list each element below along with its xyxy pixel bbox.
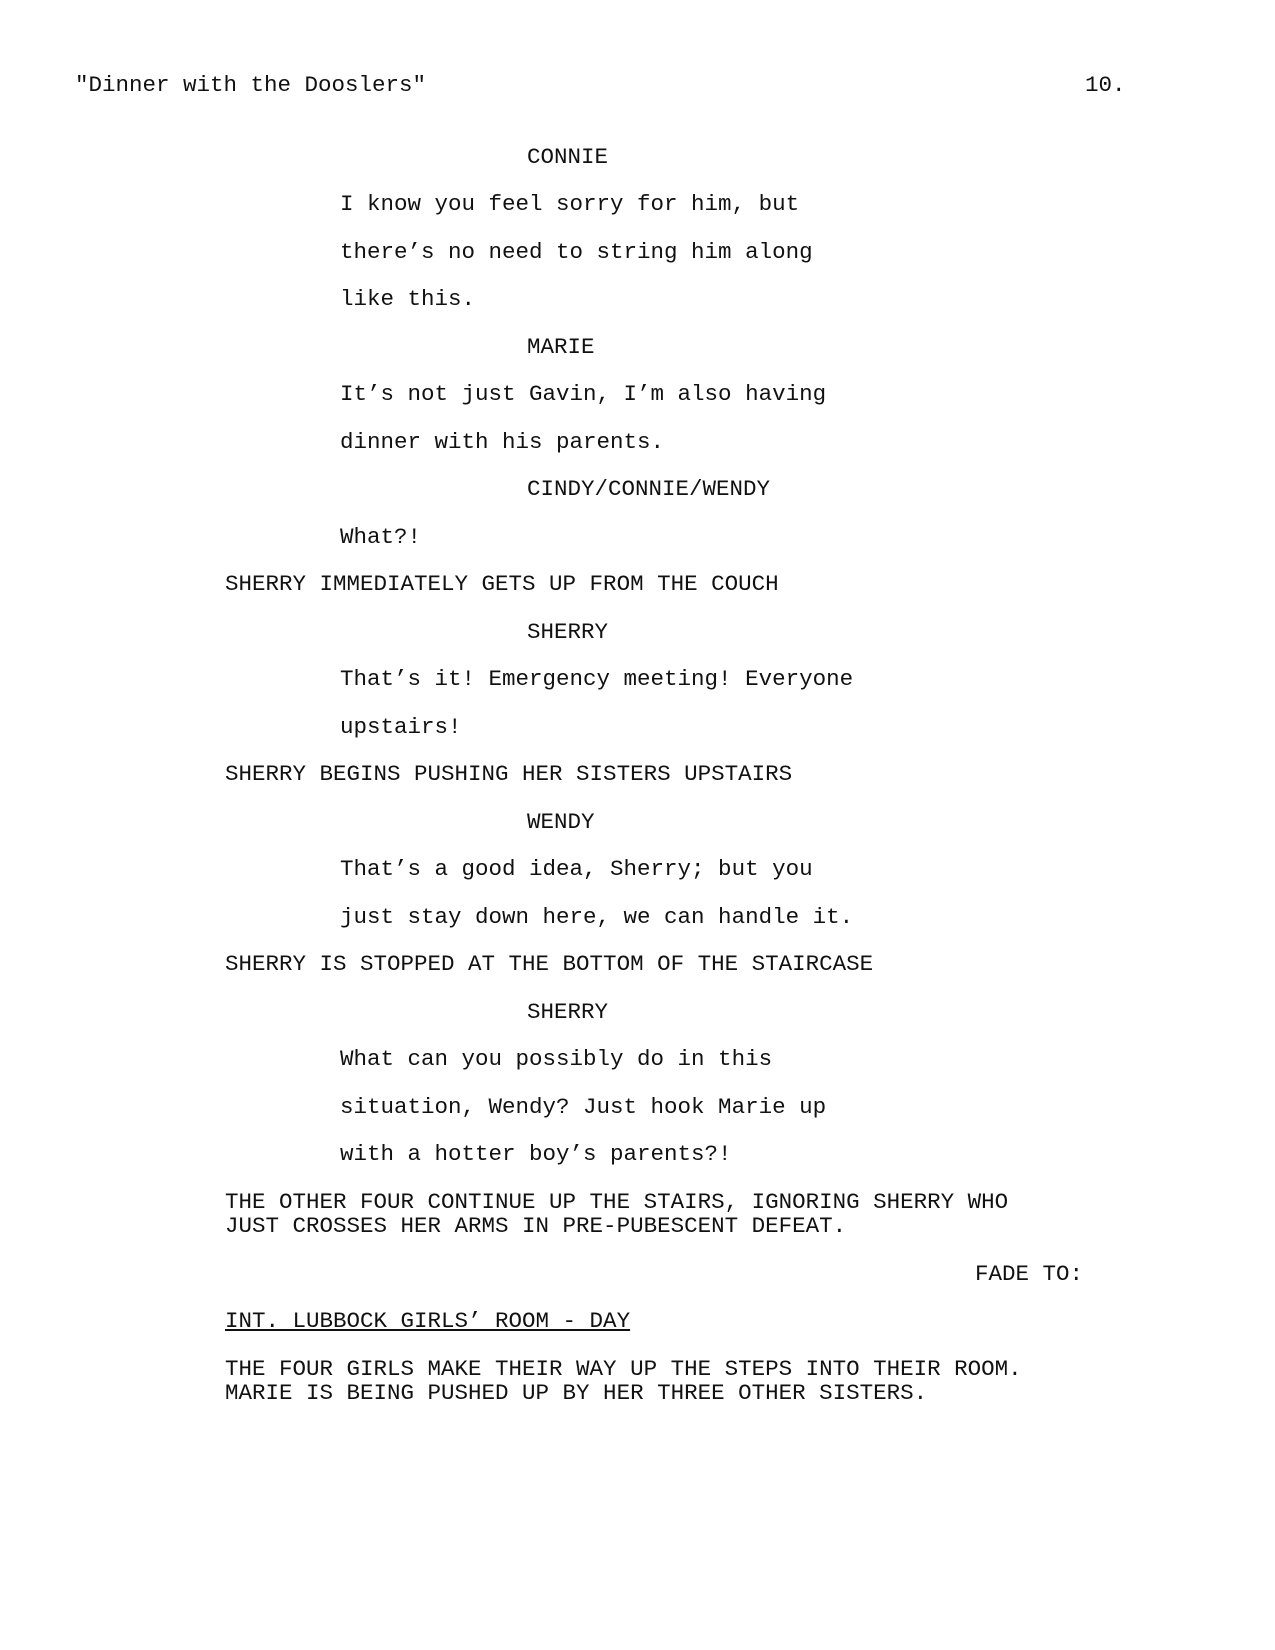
dialogue-line: That’s a good idea, Sherry; but you [340, 856, 813, 882]
action-line: SHERRY IMMEDIATELY GETS UP FROM THE COUCH [225, 571, 779, 597]
action-line: THE OTHER FOUR CONTINUE UP THE STAIRS, IGNORING SHERRY WHO [225, 1189, 1009, 1215]
dialogue-line: there’s no need to string him along [340, 239, 813, 265]
dialogue-line: What can you possibly do in this [340, 1046, 773, 1072]
action-line: SHERRY IS STOPPED AT THE BOTTOM OF THE STAIRCASE [225, 951, 874, 977]
dialogue-line: It’s not just Gavin, I’m also having [340, 381, 827, 407]
character-cue: SHERRY [527, 619, 609, 645]
page-number: 10. [1085, 72, 1126, 98]
dialogue-line: just stay down here, we can handle it. [340, 904, 854, 930]
dialogue-line: That’s it! Emergency meeting! Everyone [340, 666, 854, 692]
character-cue: WENDY [527, 809, 595, 835]
character-cue: CINDY/CONNIE/WENDY [527, 476, 771, 502]
dialogue-line: dinner with his parents. [340, 429, 665, 455]
dialogue-line: with a hotter boy’s parents?! [340, 1141, 732, 1167]
action-line: THE FOUR GIRLS MAKE THEIR WAY UP THE STEPS INTO THEIR ROOM. [225, 1356, 1022, 1382]
character-cue: SHERRY [527, 999, 609, 1025]
character-cue: MARIE [527, 334, 595, 360]
dialogue-line: situation, Wendy? Just hook Marie up [340, 1094, 827, 1120]
dialogue-line: like this. [340, 286, 476, 312]
action-line: JUST CROSSES HER ARMS IN PRE-PUBESCENT DEFEAT. [225, 1213, 847, 1239]
dialogue-line: I know you feel sorry for him, but [340, 191, 800, 217]
action-line: MARIE IS BEING PUSHED UP BY HER THREE OTHER SISTERS. [225, 1380, 928, 1406]
scene-heading: INT. LUBBOCK GIRLS’ ROOM - DAY [225, 1308, 631, 1334]
character-cue: CONNIE [527, 144, 609, 170]
dialogue-line: upstairs! [340, 714, 462, 740]
action-line: SHERRY BEGINS PUSHING HER SISTERS UPSTAIRS [225, 761, 793, 787]
script-title-header: "Dinner with the Dooslers" [75, 72, 427, 98]
dialogue-line: What?! [340, 524, 422, 550]
transition: FADE TO: [975, 1261, 1084, 1287]
